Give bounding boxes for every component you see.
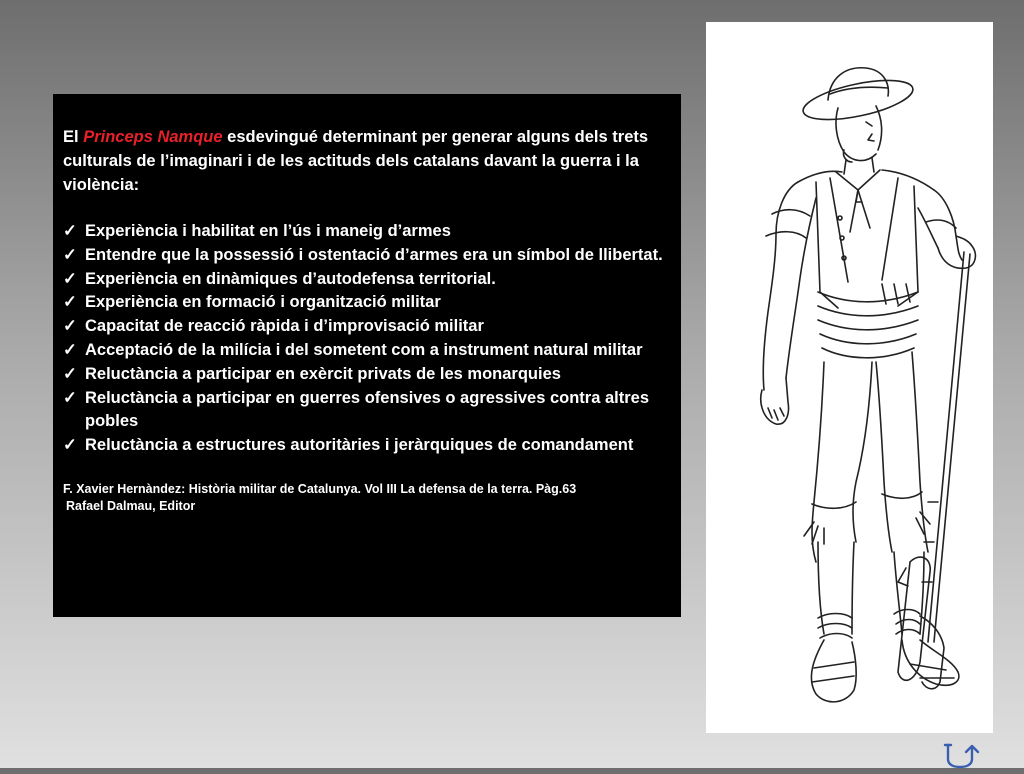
citation	[63, 481, 681, 515]
citation-line-2: Rafael Dalmau, Editor	[66, 498, 196, 513]
checkmark-icon: ✓	[63, 293, 77, 312]
return-button[interactable]	[942, 741, 982, 769]
intro-el: El	[63, 128, 84, 146]
list-item	[63, 315, 681, 339]
return-arrow-icon	[942, 741, 982, 769]
checkmark-icon: ✓	[63, 222, 77, 240]
checkmark-icon: ✓	[63, 317, 77, 336]
list-item-text: Reluctància a participar en exèrcit privats de les monarquies	[85, 364, 561, 383]
list-item-text: Experiència en dinàmiques d’autodefensa territorial.	[85, 269, 496, 288]
list-item	[63, 434, 681, 458]
checkmark-icon: ✓	[63, 436, 77, 455]
checkmark-icon: ✓	[63, 364, 77, 383]
list-item-text: Capacitat de reacció ràpida i d’improvisació militar	[85, 317, 484, 336]
list-item-text: Experiència en formació i organització militar	[85, 293, 441, 312]
text-panel	[53, 94, 681, 617]
checkmark-icon: ✓	[63, 388, 77, 407]
list-item-text: Reluctància a participar en guerres ofensives o agressives contra altres pobles	[85, 388, 650, 431]
list-item	[63, 363, 681, 387]
list-item-text: Experiència i habilitat en l’ús i maneig d’armes	[85, 222, 451, 240]
list-item	[63, 291, 681, 315]
checkmark-icon: ✓	[63, 340, 77, 359]
soldier-drawing	[706, 22, 993, 733]
citation-line-1: F. Xavier Hernàndez: Història militar de Catalunya. Vol III La defensa de la terra. Pàg.63	[63, 481, 577, 496]
list-item	[63, 244, 681, 268]
list-item	[63, 339, 681, 363]
soldier-illustration	[706, 22, 993, 733]
list-item	[63, 268, 681, 292]
list-item	[63, 220, 681, 244]
intro-highlight: Princeps Namque	[83, 128, 223, 146]
list-item-text: Acceptació de la milícia i del sometent com a instrument natural militar	[85, 340, 643, 359]
list-item	[63, 387, 681, 435]
bullet-list	[63, 220, 681, 458]
checkmark-icon: ✓	[63, 269, 77, 288]
list-item-text: Entendre que la possessió i ostentació d’armes era un símbol de llibertat.	[85, 245, 663, 264]
intro-rest: esdevingué determinant per generar alguns dels trets culturals de l’imaginari i de les actituds dels catalans davant la guerra i la violència:	[63, 128, 649, 194]
list-item-text: Reluctància a estructures autoritàries i jeràrquiques de comandament	[85, 436, 634, 455]
intro-paragraph	[63, 125, 681, 197]
checkmark-icon: ✓	[63, 245, 77, 264]
